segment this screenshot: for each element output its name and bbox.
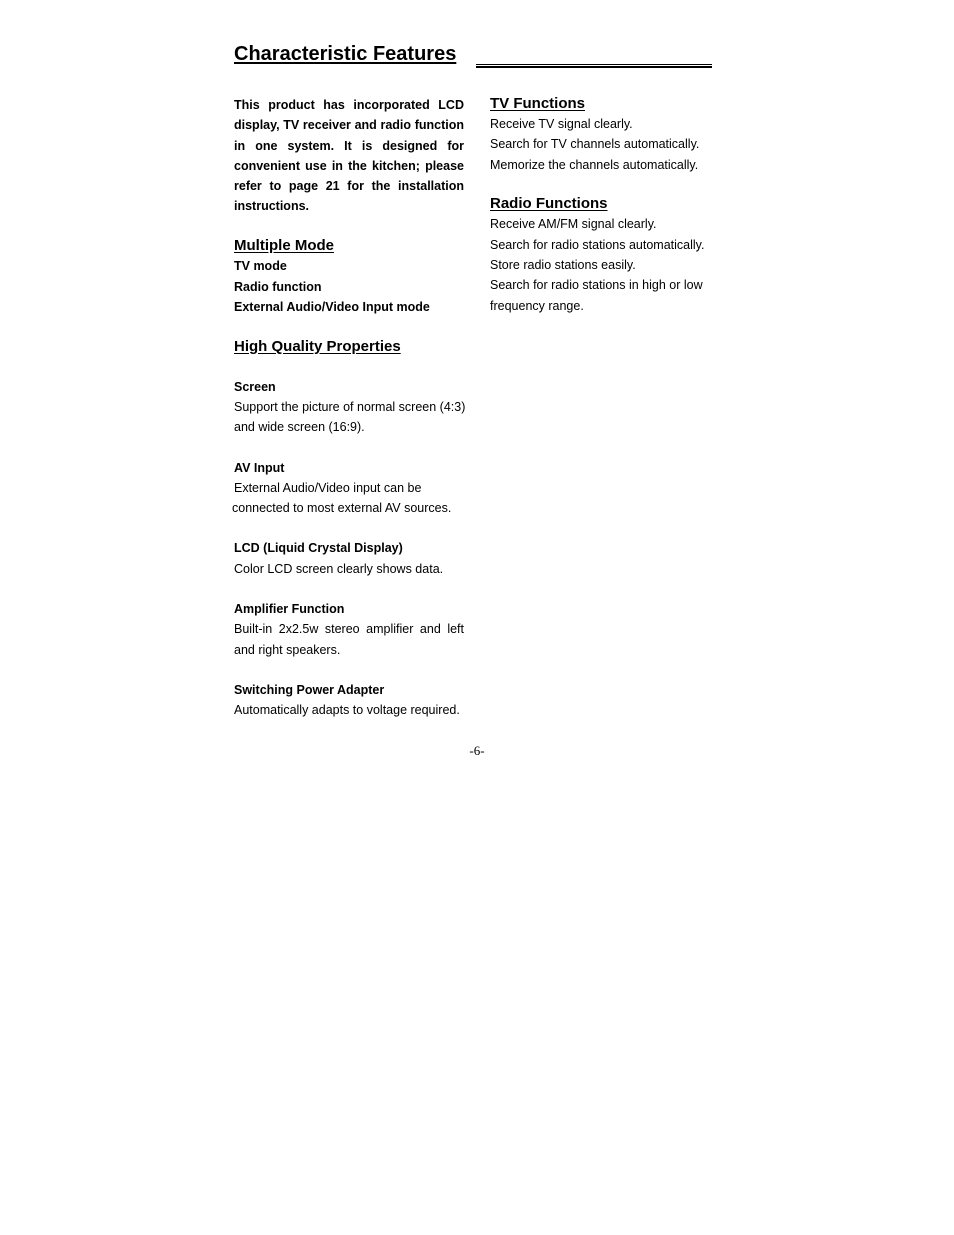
page-title: Characteristic Features <box>234 43 457 65</box>
tv-functions-heading: TV Functions <box>490 95 585 112</box>
lcd-text: Color LCD screen clearly shows data. <box>234 561 444 576</box>
radio-functions-item: Search for radio stations automatically. <box>490 237 705 252</box>
radio-functions-item: Store radio stations easily. <box>490 257 636 272</box>
av-input-text: connected to most external AV sources. <box>232 501 452 516</box>
high-quality-heading: High Quality Properties <box>234 337 401 355</box>
multiple-mode-item: Radio function <box>234 279 322 294</box>
av-input-text: External Audio/Video input can be <box>234 480 422 495</box>
right-column <box>490 94 716 316</box>
intro-paragraph: This product has incorporated LCD display, TV receiver and radio function in one system. It is designed for convenient use in the kitchen; please refer to page 21 for the installation instructions. <box>234 98 464 214</box>
lcd-title: LCD (Liquid Crystal Display) <box>234 541 403 556</box>
tv-functions-item: Search for TV channels automatically. <box>490 137 700 152</box>
multiple-mode-item: TV mode <box>234 259 287 274</box>
screen-title: Screen <box>234 379 276 394</box>
screen-text: Support the picture of normal screen (4:3) <box>234 399 466 414</box>
screen-text: and wide screen (16:9). <box>234 420 365 435</box>
multiple-mode-item: External Audio/Video Input mode <box>234 299 430 314</box>
amplifier-title: Amplifier Function <box>234 602 345 617</box>
left-column <box>234 94 464 721</box>
power-adapter-title: Switching Power Adapter <box>234 682 385 697</box>
radio-functions-item: frequency range. <box>490 298 584 313</box>
multiple-mode-heading: Multiple Mode <box>234 237 334 255</box>
power-adapter-text: Automatically adapts to voltage required. <box>234 703 460 718</box>
tv-functions-item: Memorize the channels automatically. <box>490 157 699 172</box>
title-rule <box>476 64 712 68</box>
page-number: -6- <box>469 743 485 758</box>
radio-functions-item: Search for radio stations in high or low <box>490 278 703 293</box>
amplifier-text: Built-in 2x2.5w stereo amplifier and left and right speakers. <box>234 622 464 657</box>
av-input-title: AV Input <box>234 460 285 475</box>
tv-functions-item: Receive TV signal clearly. <box>490 117 633 131</box>
radio-functions-item: Receive AM/FM signal clearly. <box>490 217 657 232</box>
radio-functions-heading: Radio Functions <box>490 195 608 213</box>
